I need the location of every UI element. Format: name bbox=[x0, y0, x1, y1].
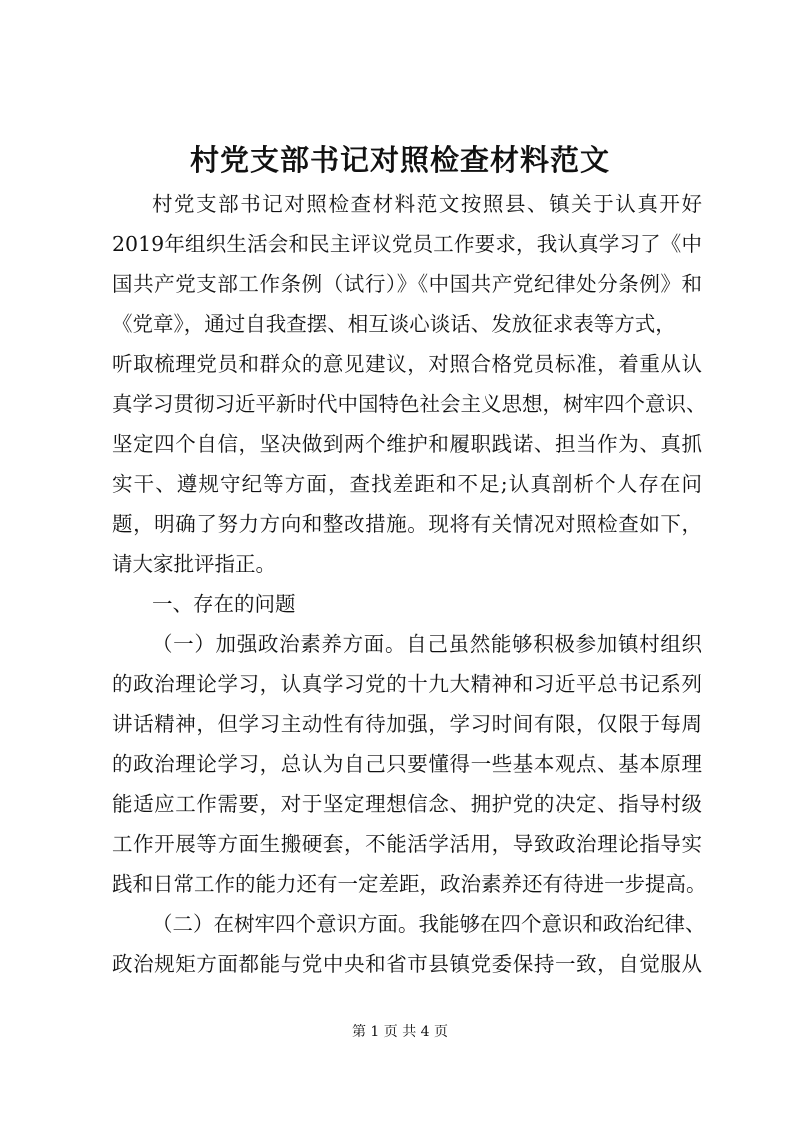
document-body bbox=[112, 184, 707, 984]
page-footer: 第 1 页 共 4 页 bbox=[351, 1024, 449, 1040]
text-line: 政治规矩方面都能与党中央和省市县镇党委保持一致，自觉服从 bbox=[112, 952, 702, 976]
text-line: 真学习贯彻习近平新时代中国特色社会主义思想，树牢四个意识、 bbox=[112, 392, 707, 416]
text-line: 工作开展等方面生搬硬套，不能活学活用，导致政治理论指导实 bbox=[112, 832, 702, 856]
text-line: 村党支部书记对照检查材料范文按照县、镇关于认真开好 bbox=[152, 192, 702, 216]
text-line: 实干、遵规守纪等方面，查找差距和不足;认真剖析个人存在问 bbox=[112, 472, 702, 496]
text-line: 一、存在的问题 bbox=[152, 592, 296, 616]
text-line: 2019年组织生活会和民主评议党员工作要求，我认真学习了《中 bbox=[112, 232, 702, 256]
text-line: 题，明确了努力方向和整改措施。现将有关情况对照检查如下， bbox=[112, 512, 702, 536]
text-line: 听取梳理党员和群众的意见建议，对照合格党员标准，着重从认 bbox=[112, 352, 702, 376]
text-line: 《党章》，通过自我查摆、相互谈心谈话、发放征求表等方式， bbox=[112, 312, 676, 336]
text-line: 坚定四个自信，坚决做到两个维护和履职践诺、担当作为、真抓 bbox=[112, 432, 702, 456]
text-line: （二）在树牢四个意识方面。我能够在四个意识和政治纪律、 bbox=[152, 912, 706, 936]
text-line: 国共产党支部工作条例（试行）》《中国共产党纪律处分条例》和 bbox=[112, 272, 702, 296]
text-line: 讲话精神，但学习主动性有待加强，学习时间有限，仅限于每周 bbox=[112, 712, 702, 736]
document-title: 村党支部书记对照检查材料范文 bbox=[189, 143, 610, 177]
text-line: 能适应工作需要，对于坚定理想信念、拥护党的决定、指导村级 bbox=[112, 792, 702, 816]
text-line: 请大家批评指正。 bbox=[112, 552, 276, 576]
text-line: 的政治理论学习，认真学习党的十九大精神和习近平总书记系列 bbox=[112, 672, 702, 696]
text-line: （一）加强政治素养方面。自己虽然能够积极参加镇村组织 bbox=[152, 632, 702, 656]
text-line: 践和日常工作的能力还有一定差距，政治素养还有待进一步提高。 bbox=[112, 872, 707, 896]
text-line: 的政治理论学习，总认为自己只要懂得一些基本观点、基本原理 bbox=[112, 752, 702, 776]
